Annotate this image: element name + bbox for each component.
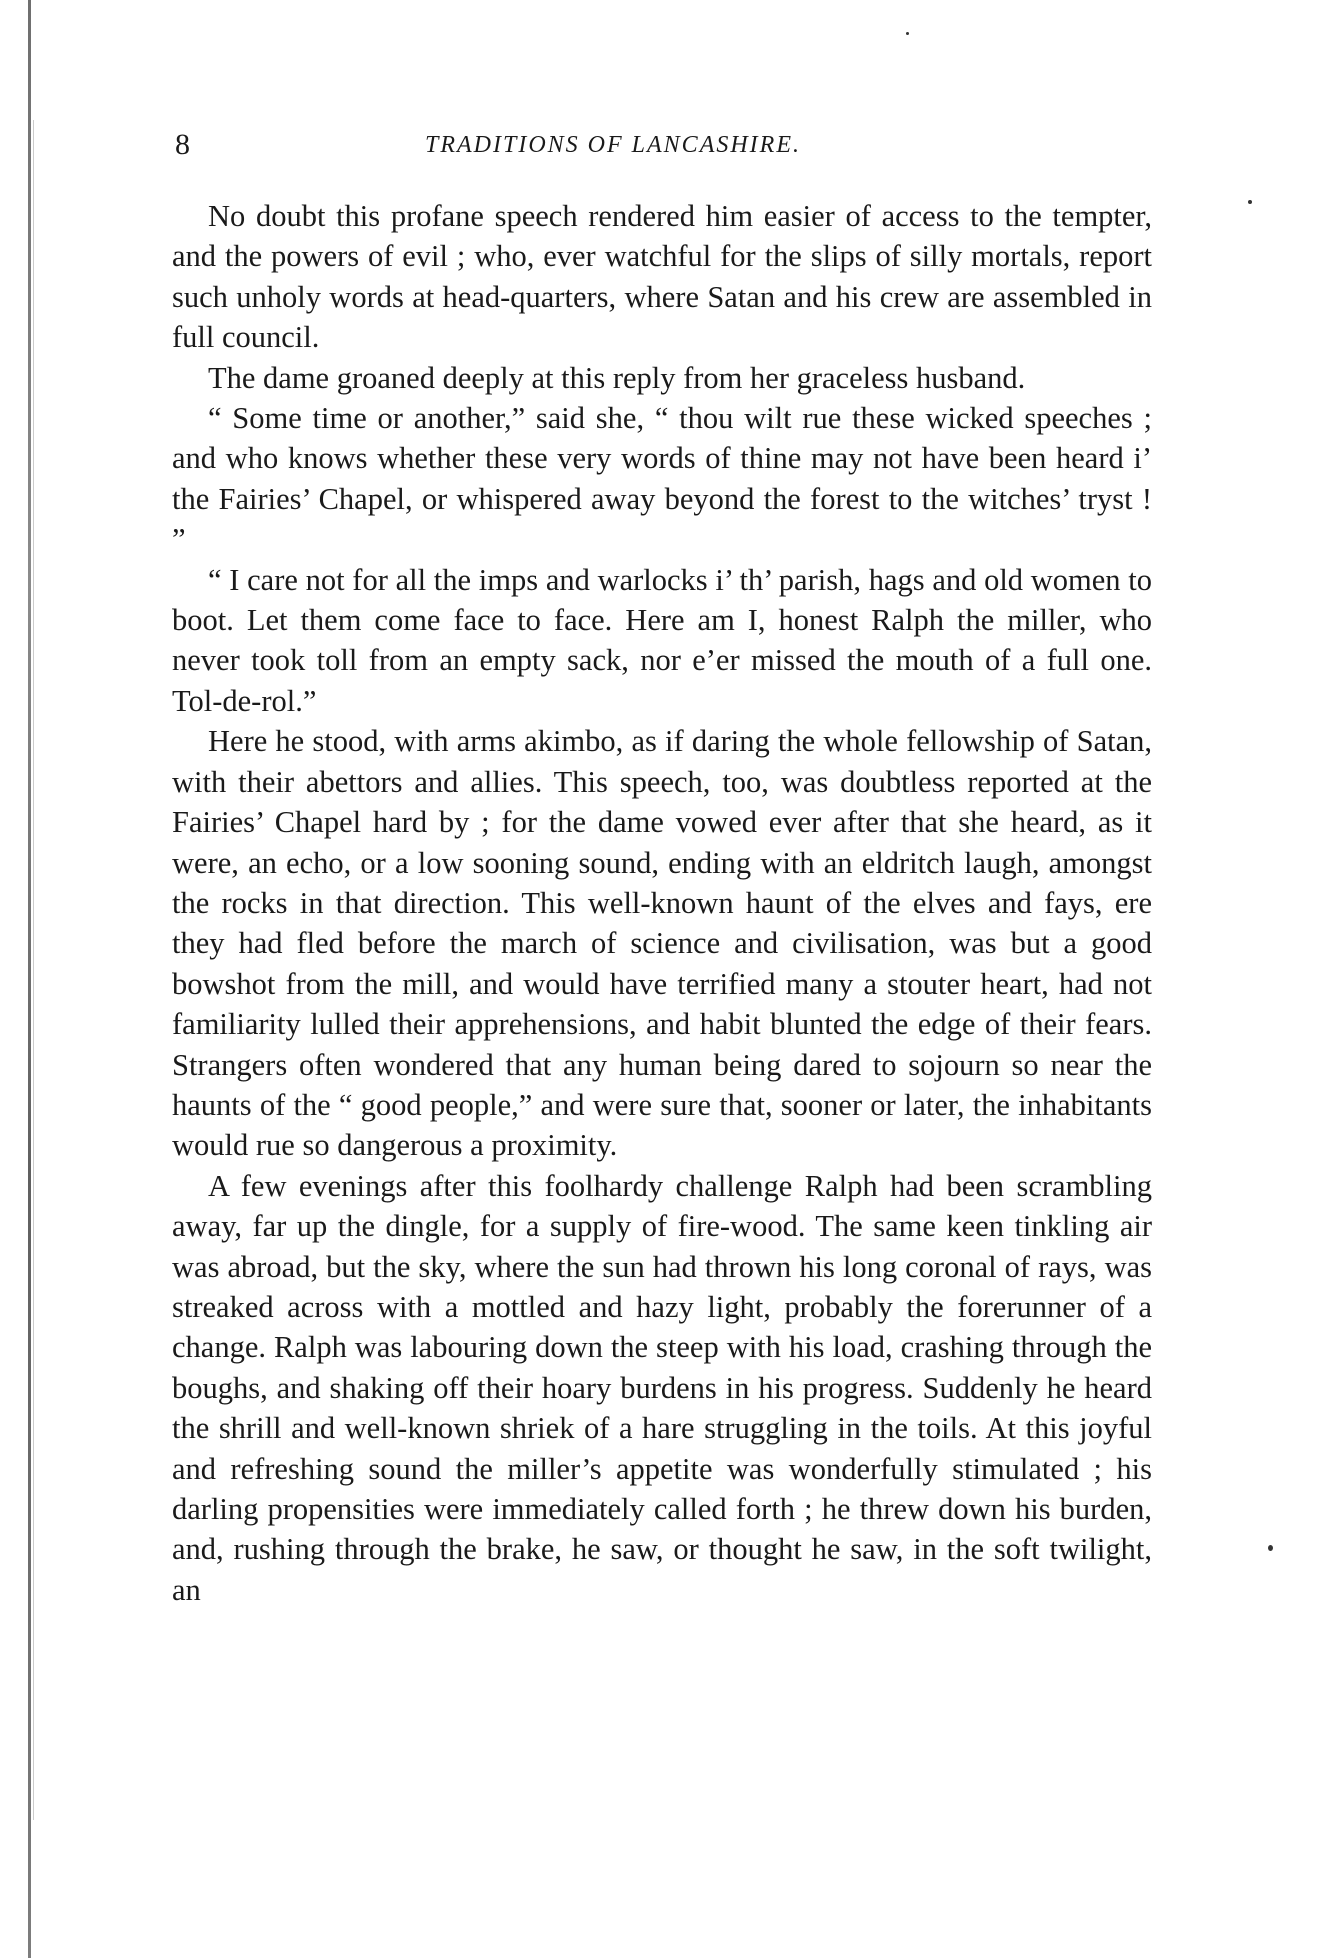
paragraph-1: No doubt this profane speech rendered him easier of access to the tempter, and the powers of evil ; who, ever watchful for the slips of silly mortals, report such unholy words at head-quarters, where Satan and his crew are assembled in full council.	[172, 199, 1152, 355]
page-spine-shadow	[33, 120, 34, 1820]
print-speck	[906, 32, 909, 35]
paragraph-3: “ Some time or another,” said she, “ thou wilt rue these wicked speeches ; and who knows whether these very words of thine may not have been heard i’ the Fairies’ Chapel, or whispered away beyond the forest to the witches’ tryst ! ”	[172, 401, 1152, 557]
print-speck	[1268, 1545, 1273, 1551]
running-title: TRADITIONS OF LANCASHIRE.	[425, 132, 801, 158]
paragraph-2: The dame groaned deeply at this reply from her graceless husband.	[208, 360, 1026, 395]
page-number: 8	[175, 128, 190, 161]
print-speck	[1248, 200, 1252, 204]
paragraph-5: Here he stood, with arms akimbo, as if daring the whole fellowship of Satan, with their abettors and allies. This speech, too, was doubtless reported at the Fairies’ Chapel hard by ; for the dame vowed ever after that she heard, as it were, an echo, or a low sooning sound, ending with an eldritch laugh, amongst the rocks in that direction. This well-known haunt of the elves and fays, ere they had fled before the march of science and civilisation, was but a good bowshot from the mill, and would have terrified many a stouter heart, had not familiarity lulled their apprehensions, and habit blunted the edge of their fears. Strangers often wondered that any human being dared to sojourn so near the haunts of the “ good people,” and were sure that, sooner or later, the inhabitants would rue so dangerous a proximity.	[172, 724, 1152, 1163]
paragraph-6: A few evenings after this foolhardy challenge Ralph had been scrambling away, far up the dingle, for a supply of fire-wood. The same keen tinkling air was abroad, but the sky, where the sun had thrown his long coronal of rays, was streaked across with a mottled and hazy light, probably the forerunner of a change. Ralph was labouring down the steep with his load, crashing through the boughs, and shaking off their hoary burdens in his progress. Suddenly he heard the shrill and well-known shriek of a hare struggling in the toils. At this joyful and refreshing sound the miller’s appetite was wonderfully stimulated ; his darling propensities were immediately called forth ; he threw down his burden, and, rushing through the brake, he saw, or thought he saw, in the soft twilight, an	[172, 1168, 1152, 1607]
body-text	[172, 196, 1152, 1610]
paragraph-4: “ I care not for all the imps and warlocks i’ th’ parish, hags and old women to boot. Let them come face to face. Here am I, honest Ralph the miller, who never took toll from an empty sack, nor e’er missed the mouth of a full one. Tol-de-rol.”	[172, 562, 1152, 718]
page-spine-edge	[28, 0, 31, 1958]
running-head	[175, 128, 1155, 168]
